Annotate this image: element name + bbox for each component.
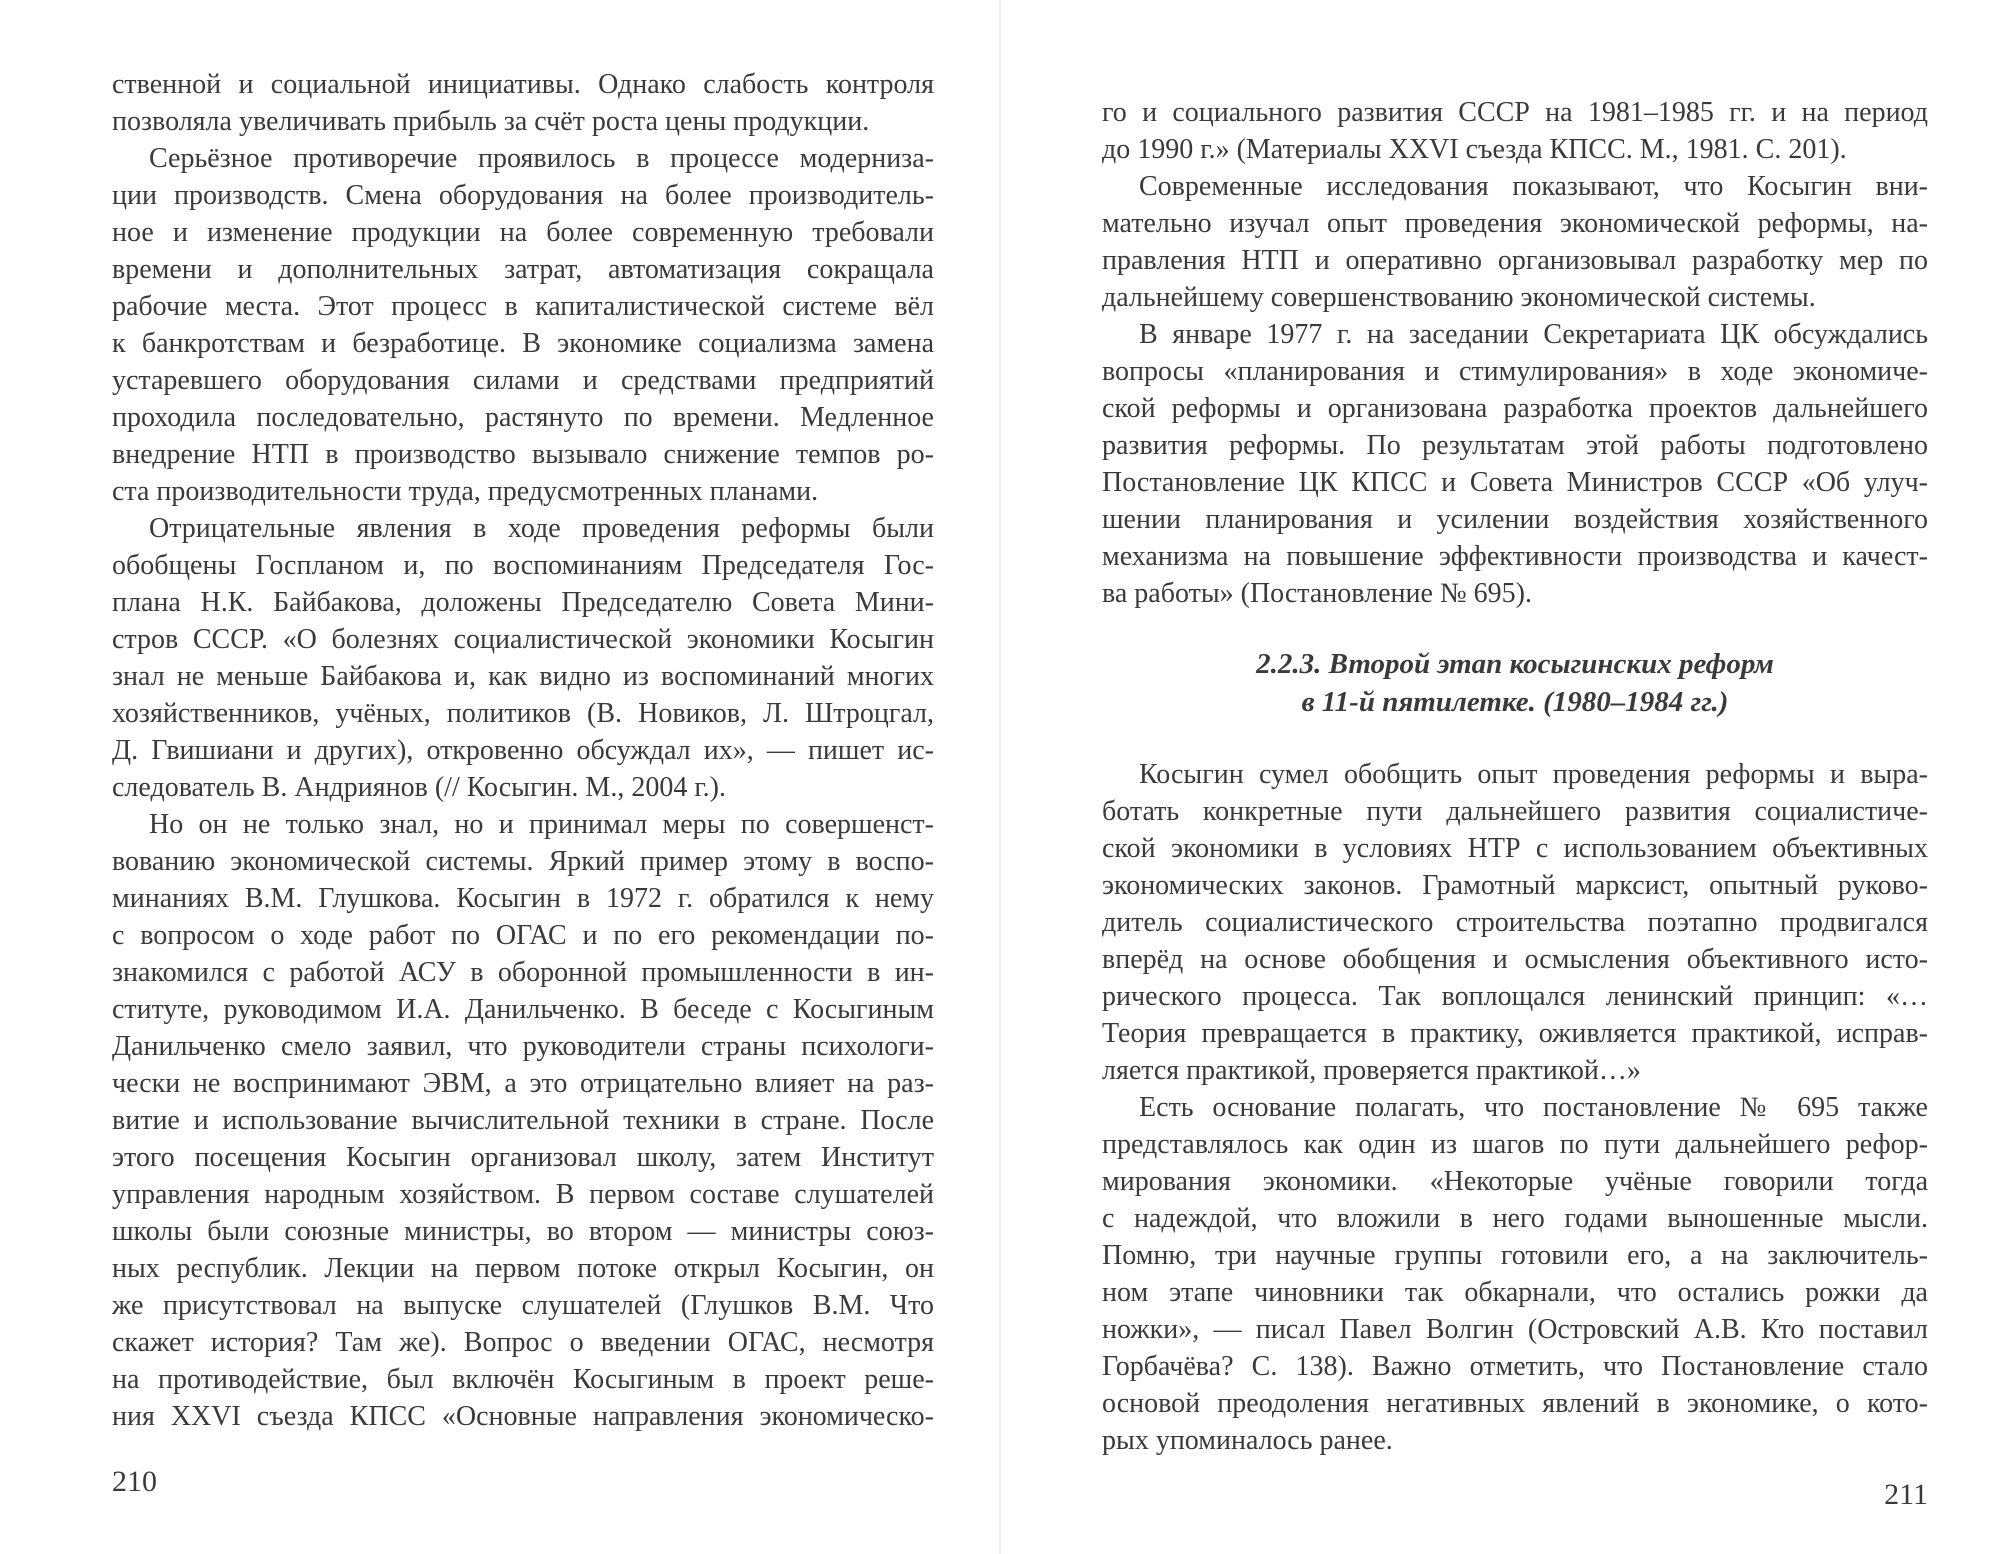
text-line: с вопросом о ходе работ по ОГАС и по его рекомендации по- xyxy=(112,920,934,951)
text-line: ста производительности труда, предусмотренных планами. xyxy=(112,476,819,507)
text-line: Есть основание полагать, что постановление № 695 также xyxy=(1139,1092,1928,1123)
text-line: плана Н.К. Байбакова, доложены Председателю Совета Мини- xyxy=(112,587,934,618)
text-line: Отрицательные явления в ходе проведения реформы были xyxy=(149,513,934,544)
text-line: времени и дополнительных затрат, автоматизация сокращала xyxy=(112,254,934,285)
text-line: Д. Гвишиани и других), откровенно обсуждал их», — пишет ис- xyxy=(112,735,934,766)
text-line: устаревшего оборудования силами и средствами предприятий xyxy=(112,365,934,396)
text-line: Современные исследования показывают, что Косыгин вни- xyxy=(1139,171,1928,202)
text-line: школы были союзные министры, во втором — министры союз- xyxy=(112,1216,934,1247)
text-line: знакомился с работой АСУ в оборонной промышленности в ин- xyxy=(112,957,934,988)
text-line: обобщены Госпланом и, по воспоминаниям Председателя Гос- xyxy=(112,550,934,581)
text-line: ской экономики в условиях НТР с использованием объективных xyxy=(1102,833,1928,864)
text-line: правления НТП и оперативно организовывал разработку мер по xyxy=(1102,245,1928,276)
text-line: Но он не только знал, но и принимал меры по совершенст- xyxy=(149,809,934,840)
text-line: мательно изучал опыт проведения экономической реформы, на- xyxy=(1102,208,1928,239)
text-line: этого посещения Косыгин организовал школу, затем Институт xyxy=(112,1142,934,1173)
text-line: Косыгин сумел обобщить опыт проведения реформы и выра- xyxy=(1139,759,1928,790)
text-line: ской реформы и организована разработка проектов дальнейшего xyxy=(1102,393,1928,424)
text-line: управления народным хозяйством. В первом составе слушателей xyxy=(112,1179,934,1210)
text-line: позволяла увеличивать прибыль за счёт роста цены продукции. xyxy=(112,106,870,137)
text-line: минаниях В.М. Глушкова. Косыгин в 1972 г. обратился к нему xyxy=(112,883,934,914)
text-line: ное и изменение продукции на более современную требовали xyxy=(112,217,934,248)
text-line: ституте, руководимом И.А. Данильченко. В беседе с Косыгиным xyxy=(112,994,934,1025)
text-line: следователь В. Андриянов (// Косыгин. М., 2004 г.). xyxy=(112,772,726,803)
text-line: витие и использование вычислительной техники в стране. После xyxy=(112,1105,934,1136)
text-line: знал не меньше Байбакова и, как видно из воспоминаний многих xyxy=(112,661,934,692)
right-page xyxy=(1102,0,1928,1554)
text-line: рых упоминалось ранее. xyxy=(1102,1425,1393,1456)
text-line: Помню, три научные группы готовили его, а на заключитель- xyxy=(1102,1240,1928,1271)
text-line: Постановление ЦК КПСС и Совета Министров СССР «Об улуч- xyxy=(1102,467,1928,498)
text-line: ном этапе чиновники так обкарнали, что остались рожки да xyxy=(1102,1277,1928,1308)
text-line: Серьёзное противоречие проявилось в процессе модернизa- xyxy=(149,143,934,174)
text-line: стров СССР. «О болезнях социалистической экономики Косыгин xyxy=(112,624,934,655)
section-heading-line: 2.2.3. Второй этап косыгинских реформ xyxy=(1256,648,1774,680)
text-line: шении планирования и усилении воздействия хозяйственного xyxy=(1102,504,1928,535)
text-line: экономических законов. Грамотный марксист, опытный руково- xyxy=(1102,870,1928,901)
text-line: к банкротствам и безработице. В экономике социализма замена xyxy=(112,328,934,359)
text-line: Данильченко смело заявил, что руководители страны психологи- xyxy=(112,1031,934,1062)
text-line: Теория превращается в практику, оживляется практикой, исправ- xyxy=(1102,1018,1928,1049)
text-line: до 1990 г.» (Материалы XXVI съезда КПСС. М., 1981. С. 201). xyxy=(1102,134,1847,165)
text-line: ботать конкретные пути дальнейшего развития социалистиче- xyxy=(1102,796,1928,827)
text-line: ции производств. Смена оборудования на более производитель- xyxy=(112,180,934,211)
text-line: дальнейшему совершенствованию экономической системы. xyxy=(1102,282,1816,313)
right-page-text-top xyxy=(1102,94,1928,612)
text-line: представлялось как один из шагов по пути дальнейшего рефор- xyxy=(1102,1129,1928,1160)
text-line: основой преодоления негативных явлений в экономике, о кото- xyxy=(1102,1388,1928,1419)
text-line: ных республик. Лекции на первом потоке открыл Косыгин, он xyxy=(112,1253,934,1284)
text-line: на противодействие, был включён Косыгиным в проект реше- xyxy=(112,1364,934,1395)
text-line: скажет история? Там же). Вопрос о введении ОГАС, несмотря xyxy=(112,1327,934,1358)
text-line: же присутствовал на выпуске слушателей (Глушков В.М. Что xyxy=(112,1290,934,1321)
text-line: внедрение НТП в производство вызывало снижение темпов ро- xyxy=(112,439,934,470)
text-line: вованию экономической системы. Яркий пример этому в воспо- xyxy=(112,846,934,877)
section-heading xyxy=(1102,645,1928,721)
text-line: го и социального развития СССР на 1981–1985 гг. и на период xyxy=(1102,97,1928,128)
section-heading-line: в 11-й пятилетке. (1980–1984 гг.) xyxy=(1301,686,1729,718)
book-gutter xyxy=(999,0,1001,1554)
text-line: мирования экономики. «Некоторые учёные говорили тогда xyxy=(1102,1166,1928,1197)
text-line: развития реформы. По результатам этой работы подготовлено xyxy=(1102,430,1928,461)
text-line: механизма на повышение эффективности производства и качест- xyxy=(1102,541,1928,572)
left-page-text xyxy=(112,66,934,1435)
left-page xyxy=(112,0,934,1554)
text-line: ножки», — писал Павел Волгин (Островский А.В. Кто поставил xyxy=(1102,1314,1928,1345)
page-number: 210 xyxy=(112,1465,157,1498)
text-line: ляется практикой, проверяется практикой…» xyxy=(1102,1055,1641,1086)
page-number: 211 xyxy=(1884,1478,1928,1511)
text-line: проходила последовательно, растянуто по времени. Медленное xyxy=(112,402,934,433)
text-line: ния XXVI съезда КПСС «Основные направления экономическо- xyxy=(112,1401,934,1432)
text-line: чески не воспринимают ЭВМ, а это отрицательно влияет на раз- xyxy=(112,1068,934,1099)
text-line: вопросы «планирования и стимулирования» в ходе экономиче- xyxy=(1102,356,1928,387)
text-line: хозяйственников, учёных, политиков (В. Новиков, Л. Штроцгал, xyxy=(112,698,934,729)
text-line: Горбачёва? С. 138). Важно отметить, что Постановление стало xyxy=(1102,1351,1928,1382)
text-line: ва работы» (Постановление № 695). xyxy=(1102,578,1532,609)
text-line: с надеждой, что вложили в него годами выношенные мысли. xyxy=(1102,1203,1928,1234)
text-line: рического процесса. Так воплощался ленинский принцип: «… xyxy=(1102,981,1928,1012)
text-line: вперёд на основе обобщения и осмысления объективного исто- xyxy=(1102,944,1928,975)
text-line: рабочие места. Этот процесс в капиталистической системе вёл xyxy=(112,291,934,322)
text-line: дитель социалистического строительства поэтапно продвигался xyxy=(1102,907,1928,938)
right-page-text-bottom xyxy=(1102,756,1928,1459)
text-line: В январе 1977 г. на заседании Секретариата ЦК обсуждались xyxy=(1139,319,1928,350)
text-line: ственной и социальной инициативы. Однако слабость контроля xyxy=(112,69,934,100)
